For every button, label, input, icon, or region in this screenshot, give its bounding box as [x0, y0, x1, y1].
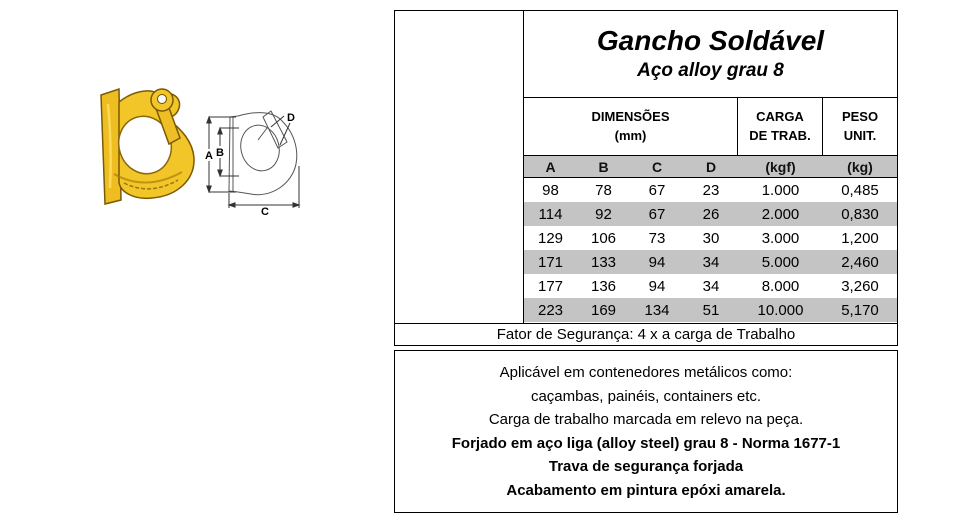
group-header-working-load: CARGA DE TRAB.	[738, 98, 823, 155]
cell-d: 34	[702, 277, 720, 295]
cell-kg: 0,830	[841, 205, 879, 223]
cell-kg: 5,170	[841, 301, 879, 319]
cell-d: 26	[702, 205, 720, 223]
cell-a: 171	[537, 253, 564, 271]
cell-kgf: 10.000	[757, 301, 804, 319]
drawing-latch-detail	[258, 128, 267, 140]
table-row	[524, 274, 897, 298]
group-header-dimensions-label: DIMENSÕES	[591, 108, 670, 124]
note-line: Aplicável em contenedores metálicos como:	[499, 364, 793, 381]
cell-a: 129	[537, 229, 564, 247]
cell-b: 106	[590, 229, 617, 247]
notes-box	[394, 350, 898, 513]
col-header-d: D	[705, 158, 717, 175]
dim-arrow	[207, 117, 211, 123]
cell-kg: 1,200	[841, 229, 879, 247]
cell-a: 98	[542, 181, 559, 199]
cell-d: 30	[702, 229, 720, 247]
cell-a: 177	[537, 277, 564, 295]
dim-label-b: B	[216, 147, 224, 159]
group-header-dimensions	[524, 98, 738, 155]
col-header-b: B	[598, 158, 609, 175]
product-subtitle: Aço alloy grau 8	[637, 60, 784, 82]
empty-left-cell	[395, 11, 524, 323]
col-header-kgf: (kgf)	[765, 158, 796, 175]
cell-kg: 0,485	[841, 181, 879, 199]
table-row	[524, 178, 897, 202]
dim-label-d: D	[287, 112, 295, 124]
dim-label-c: C	[261, 206, 269, 216]
drawing-opening	[236, 121, 284, 175]
table-row	[524, 202, 897, 226]
cell-a: 223	[537, 301, 564, 319]
product-title: Gancho Soldável	[596, 24, 825, 56]
table-row	[524, 226, 897, 250]
cell-kgf: 1.000	[761, 181, 800, 199]
dim-arrow	[218, 170, 222, 176]
spec-main-box	[394, 10, 898, 324]
cell-kg: 3,260	[841, 277, 879, 295]
dim-arrow	[207, 186, 211, 192]
table-row	[524, 250, 897, 274]
note-line: Trava de segurança forjada	[548, 458, 744, 476]
hook-eye-hole	[158, 95, 167, 104]
col-header-c: C	[651, 158, 663, 175]
dim-arrow	[218, 128, 222, 134]
safety-factor-row: Fator de Segurança: 4 x a carga de Trabalho	[394, 324, 898, 346]
group-header-unit-weight: PESO UNIT.	[841, 108, 879, 143]
note-line: Forjado em aço liga (alloy steel) grau 8 - Norma 1677-1	[451, 434, 841, 452]
spec-sheet	[394, 10, 898, 513]
dim-arrow	[293, 203, 299, 207]
cell-c: 67	[648, 205, 666, 223]
spec-right-section	[524, 11, 897, 323]
table-body	[524, 178, 897, 322]
cell-b: 169	[590, 301, 617, 319]
cell-d: 51	[702, 301, 720, 319]
cell-c: 134	[644, 301, 670, 319]
dim-leader-d2	[280, 123, 290, 145]
cell-b: 136	[590, 277, 617, 295]
cell-c: 94	[648, 253, 666, 271]
cell-b: 78	[595, 181, 612, 199]
dim-label-a: A	[205, 150, 213, 162]
table-group-header-row	[524, 98, 897, 156]
cell-kgf: 2.000	[761, 205, 800, 223]
cell-c: 94	[648, 277, 666, 295]
product-photo-weld-hook	[98, 86, 202, 206]
cell-c: 73	[648, 229, 666, 247]
cell-b: 133	[590, 253, 617, 271]
dim-arrow	[229, 203, 235, 207]
table-row	[524, 298, 897, 322]
title-cell	[524, 11, 897, 98]
group-header-dimensions-unit: (mm)	[614, 127, 647, 143]
col-header-kg: (kg)	[847, 158, 873, 175]
cell-d: 23	[702, 181, 720, 199]
note-line: Acabamento em pintura epóxi amarela.	[506, 481, 786, 499]
cell-kg: 2,460	[841, 253, 879, 271]
cell-c: 67	[648, 181, 666, 199]
note-line: Carga de trabalho marcada em relevo na peça.	[488, 411, 804, 429]
cell-b: 92	[595, 205, 612, 223]
col-header-a: A	[545, 158, 556, 175]
note-line: caçambas, painéis, containers etc.	[530, 387, 762, 405]
cell-kgf: 8.000	[761, 277, 800, 295]
cell-kgf: 3.000	[761, 229, 800, 247]
table-column-header-row	[524, 156, 897, 178]
cell-kgf: 5.000	[761, 253, 800, 271]
dimension-drawing	[203, 104, 305, 216]
cell-d: 34	[702, 253, 720, 271]
cell-a: 114	[538, 205, 563, 223]
